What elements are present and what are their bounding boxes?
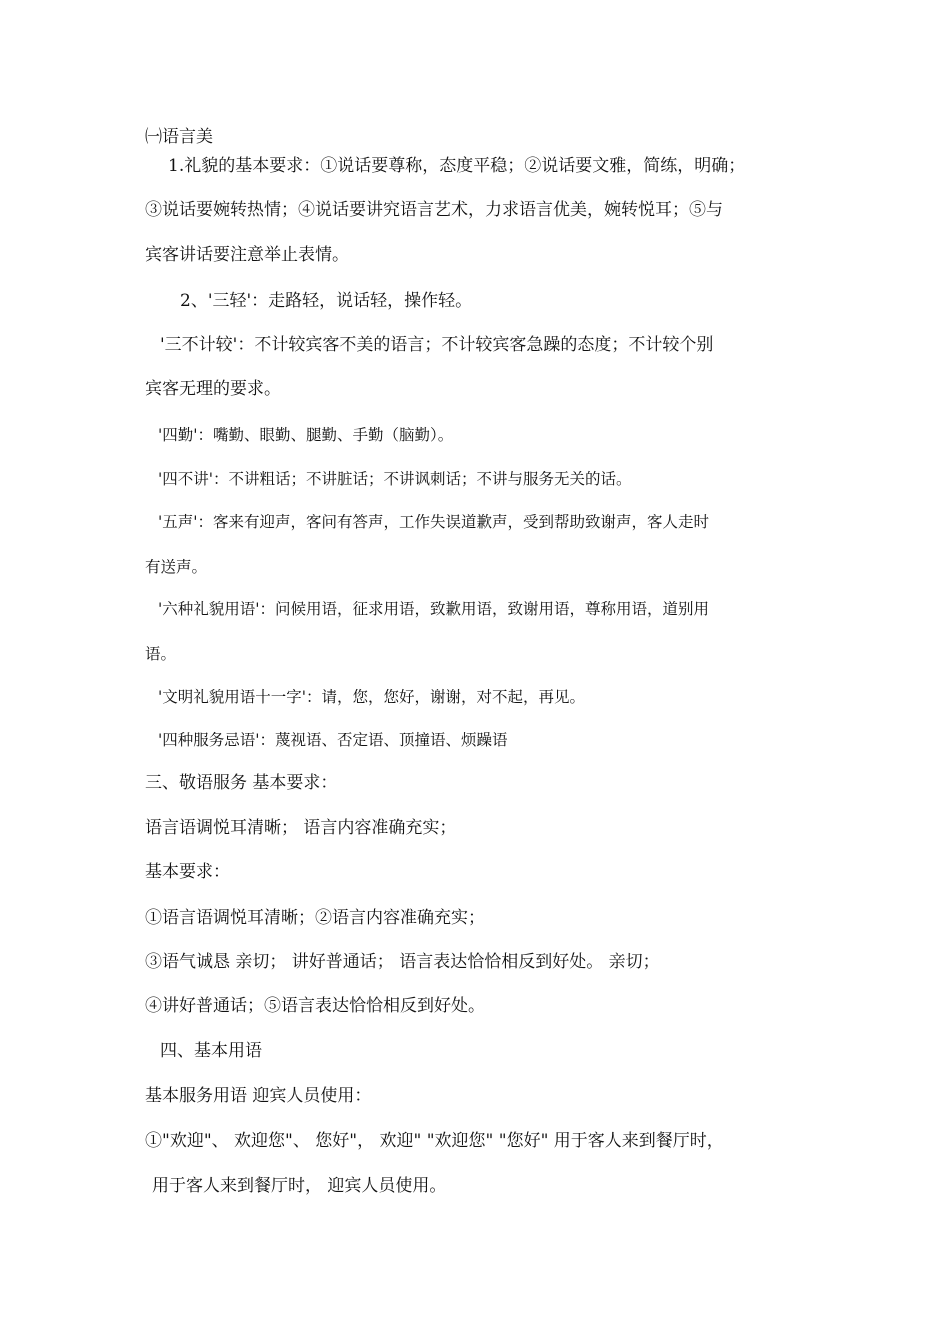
paragraph-line: ③语气诚恳 亲切； 讲好普通话； 语言表达恰恰相反到好处。 亲切； xyxy=(145,952,660,972)
paragraph-line: 语。 xyxy=(145,645,177,663)
paragraph-line: '四不讲'：不讲粗话；不讲脏话；不讲讽刺话；不讲与服务无关的话。 xyxy=(158,470,632,488)
section-heading-basic-terms: 四、基本用语 xyxy=(160,1041,262,1061)
paragraph-line: 有送声。 xyxy=(145,558,208,576)
section-heading-honorific: 三、敬语服务 基本要求： xyxy=(145,773,338,793)
paragraph-line: ①语言语调悦耳清晰；②语言内容准确充实； xyxy=(145,908,485,928)
paragraph-line: 语言语调悦耳清晰； 语言内容准确充实； xyxy=(145,818,457,838)
paragraph-line: 1.礼貌的基本要求：①说话要尊称，态度平稳；②说话要文雅，简练，明确； xyxy=(168,156,746,176)
paragraph-line: 用于客人来到餐厅时， 迎宾人员使用。 xyxy=(152,1176,447,1196)
paragraph-line: '四勤'：嘴勤、眼勤、腿勤、手勤（脑勤）。 xyxy=(158,426,454,444)
paragraph-line: '六种礼貌用语'：问候用语，征求用语，致歉用语，致谢用语，尊称用语，道别用 xyxy=(158,600,710,618)
paragraph-line: 宾客讲话要注意举止表情。 xyxy=(145,245,349,265)
paragraph-line: '三不计较'：不计较宾客不美的语言；不计较宾客急躁的态度；不计较个别 xyxy=(160,335,714,355)
paragraph-line: '五声'：客来有迎声，客问有答声，工作失误道歉声，受到帮助致谢声，客人走时 xyxy=(158,513,710,531)
paragraph-line: 基本要求： xyxy=(145,862,230,882)
paragraph-line: '四种服务忌语'：蔑视语、否定语、顶撞语、烦躁语 xyxy=(158,731,508,749)
paragraph-line: ①"欢迎"、 欢迎您"、 您好"， 欢迎" "欢迎您" "您好" 用于客人来到餐厅时， xyxy=(145,1131,724,1151)
paragraph-line: 宾客无理的要求。 xyxy=(145,379,281,399)
paragraph-line: 2、'三轻'：走路轻，说话轻，操作轻。 xyxy=(180,291,473,311)
section-heading-language: ㈠语言美 xyxy=(145,127,213,147)
paragraph-line: 基本服务用语 迎宾人员使用： xyxy=(145,1086,372,1106)
paragraph-line: '文明礼貌用语十一字'：请，您，您好，谢谢，对不起，再见。 xyxy=(158,688,586,706)
paragraph-line: ④讲好普通话；⑤语言表达恰恰相反到好处。 xyxy=(145,996,485,1016)
paragraph-line: ③说话要婉转热情；④说话要讲究语言艺术，力求语言优美，婉转悦耳；⑤与 xyxy=(145,200,723,220)
